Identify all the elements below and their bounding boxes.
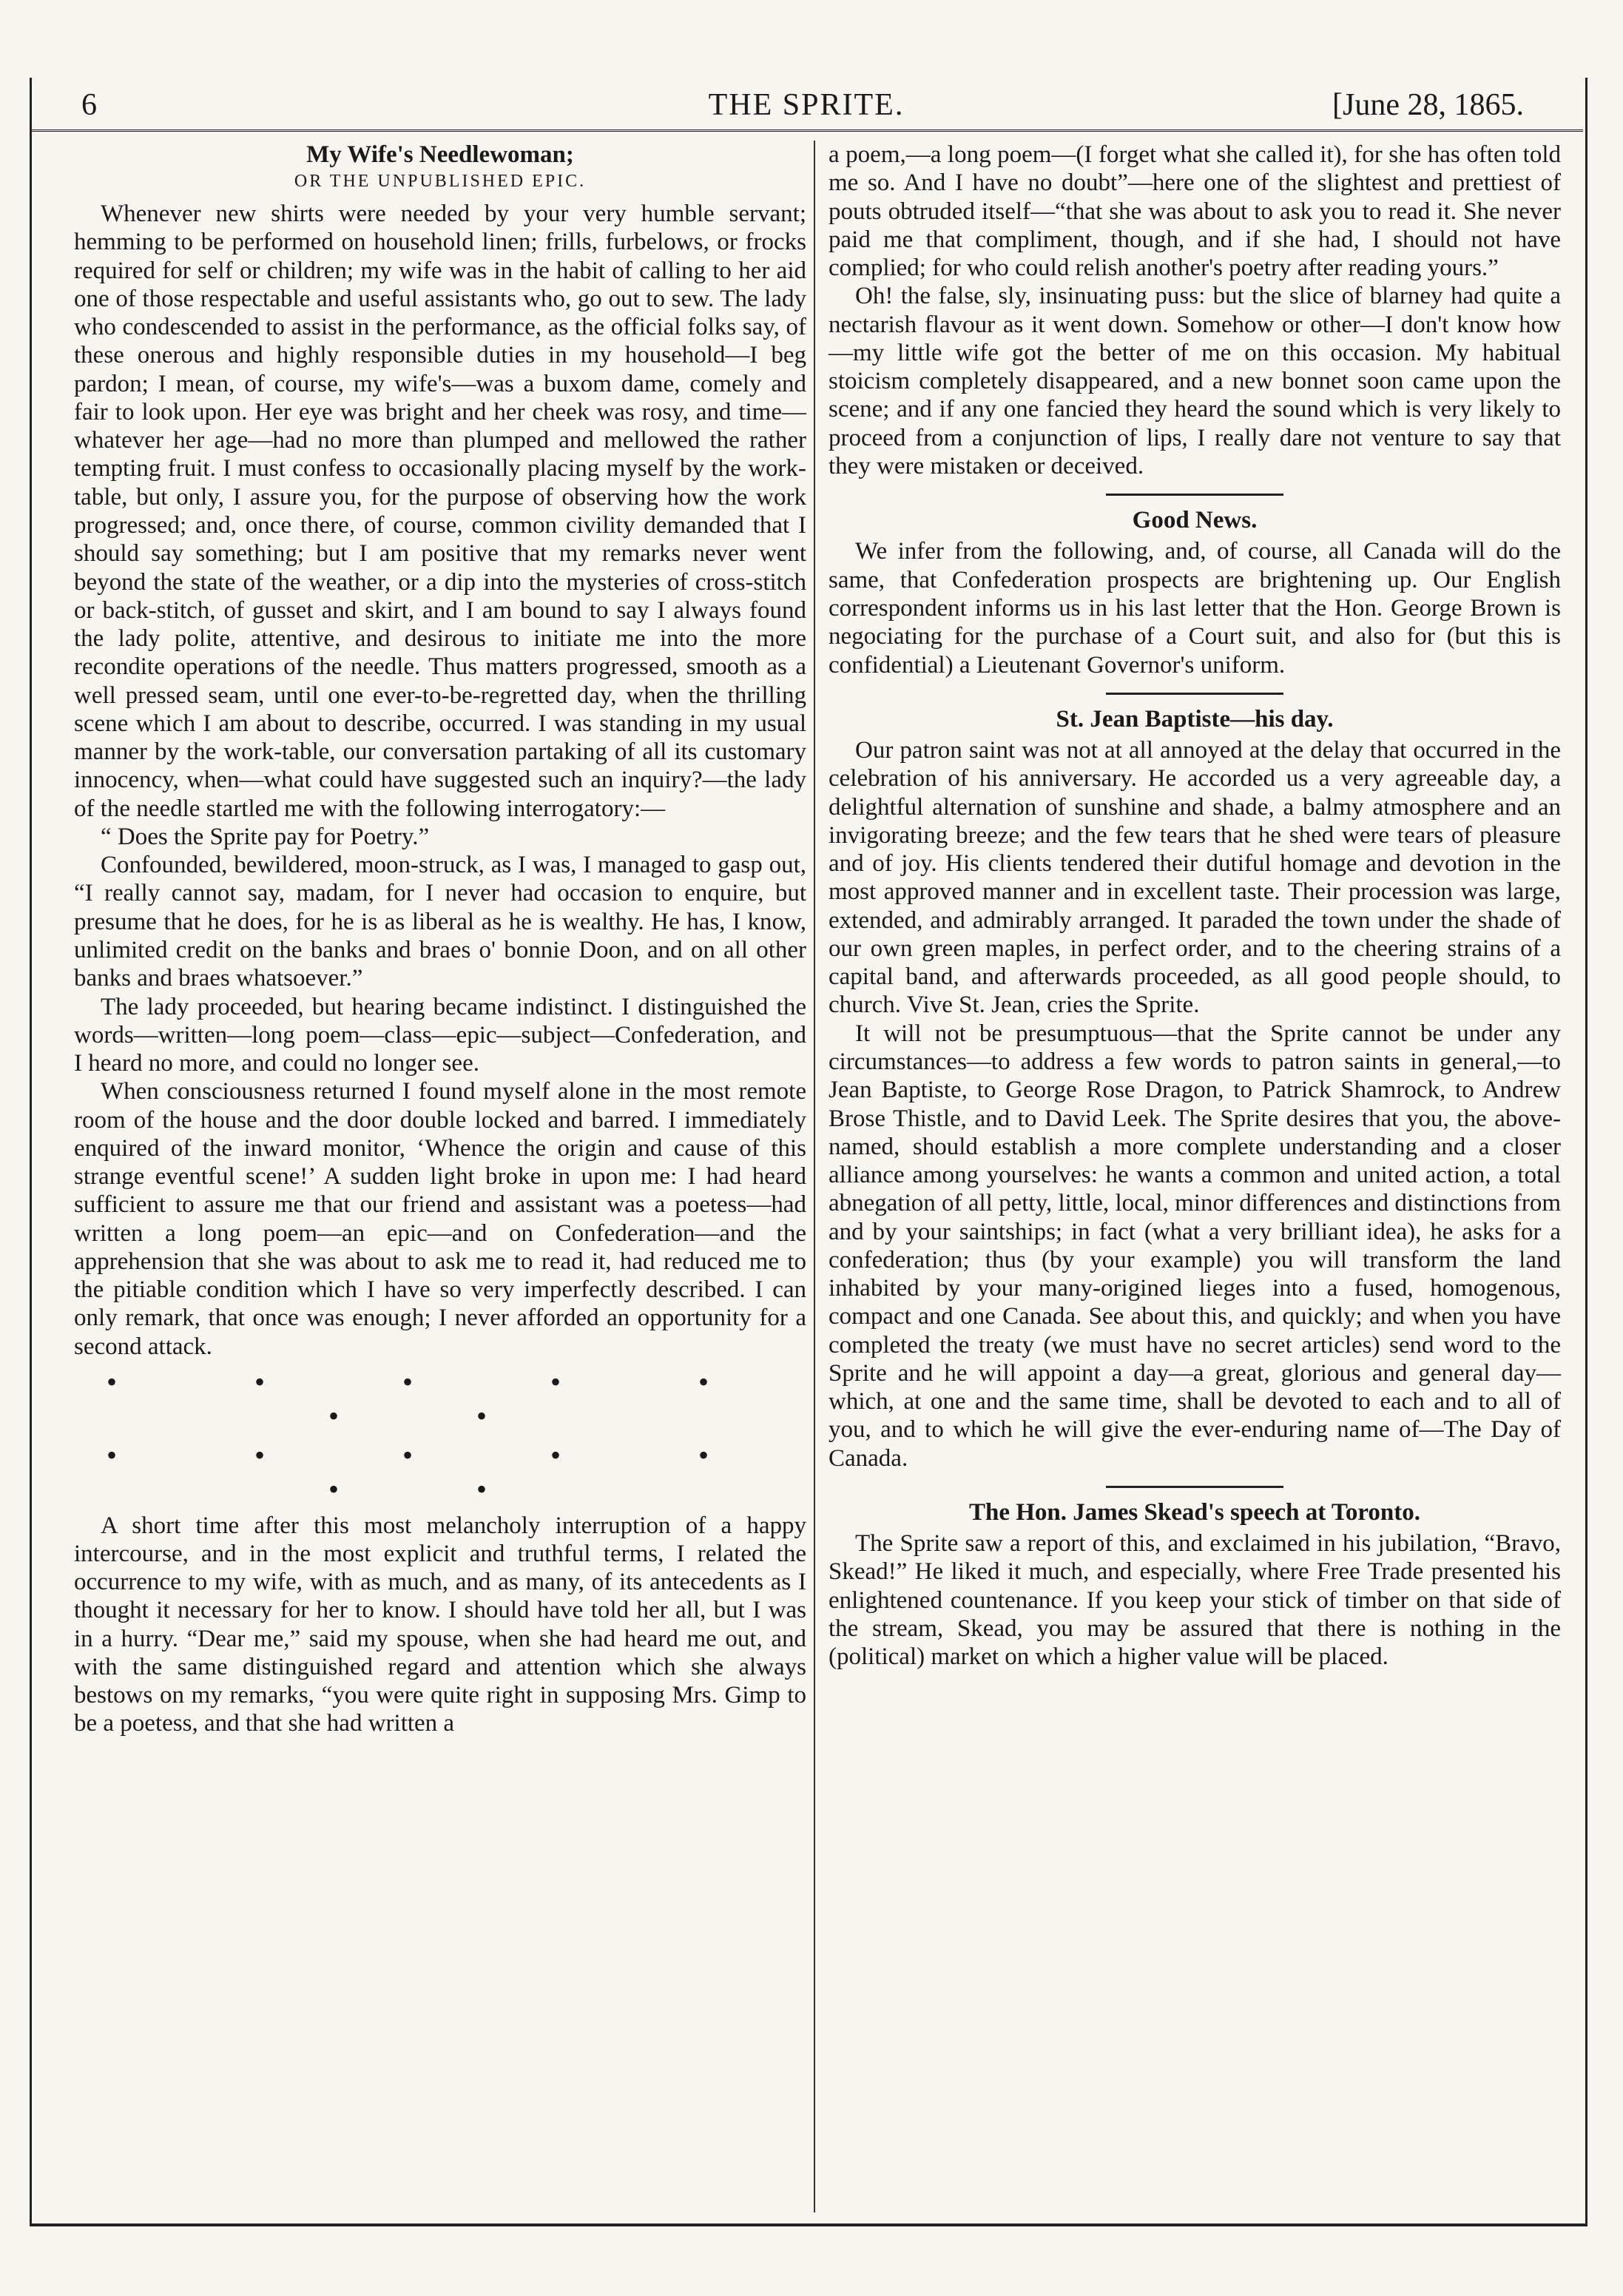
paragraph: It will not be presumptuous—that the Sprite cannot be under any circumstances—to address a few words to patron saints in general,—to Jean Baptiste, to George Rose Dragon, to Patrick Shamrock, to Andrew Brose Thistle, and to David Leek. The Sprite desires that you, the above-named, should establish a more complete understanding and a closer alliance among yourselves: he wants a common and united action, a total abnegation of all petty, little, local, minor differences and distinctions from and by your saintships; in fact (what a very brilliant idea), he asks for a confederation; thus (by your example) you will transform the land inhabited by your many-origined lieges into a fused, homogenous, compact and one Canada. See about this, and quickly; and when you have completed the treaty (we must have no secret articles) send word to the Sprite and he will appoint a day—a great, glorious and general day—which, at one and the same time, shall be devoted to each and to all of you, and to which he will give the ever-enduring name of—The Day of Canada. xyxy=(829,1020,1561,1472)
paragraph: a poem,—a long poem—(I forget what she called it), for she has often told me so. And I have no doubt”—here one of the slightest and prettiest of pouts obtruded itself—“that she was about to ask you to read it. She never paid me that compliment, though, and if she had, I should not have complied; for who could relish another's poetry after reading yours.” xyxy=(829,141,1561,282)
article-title-needlewoman: My Wife's Needlewoman; xyxy=(306,141,574,168)
paragraph: Oh! the false, sly, insinuating puss: but the slice of blarney had quite a nectarish flavour as it went down. Somehow or other—I don't know how—my little wife got the better of me on this occasion. My habitual stoicism completely disappeared, and a new bonnet soon came upon the scene; and if any one fancied they heard the sound which is very likely to proceed from a conjunction of lips, I really dare not venture to say that they were mistaken or deceived. xyxy=(829,283,1561,479)
issue-date: [June 28, 1865. xyxy=(1332,88,1524,122)
paragraph: Whenever new shirts were needed by your very humble servant; hemming to be performed on household linen; frills, furbelows, or frocks required for self or children; my wife was in the habit of calling to her aid one of those respectable and useful assistants who, go out to sew. The lady who condescended to assist in the performance, as the official folks say, of these onerous and highly responsible duties in my household—I beg pardon; I mean, of course, my wife's—was a buxom dame, comely and fair to look upon. Her eye was bright and her cheek was rosy, and time—whatever her age—had no more than plumped and mellowed the rather tempting fruit. I must confess to occasionally placing myself by the work-table, but only, I assure you, for the purpose of observing how the work progressed; and, once there, of course, common civility demanded that I should say something; but I am positive that my remarks never went beyond the state of the weather, or a dip into the mysteries of cross-stitch or back-stitch, of gusset and skirt, and I am bound to say I always found the lady polite, attentive, and desirous to initiate me into the more recondite operations of the needle. Thus matters progressed, smooth as a well pressed seam, until one ever-to-be-regretted day, when the thrilling scene which I am about to describe, occurred. I was standing in my usual manner by the work-table, our conversation partaking of all its customary innocency, when—what could have suggested such an inquiry?—the lady of the needle startled me with the following interrogatory:— xyxy=(74,201,806,822)
asterism: • • • • • • • xyxy=(106,1438,775,1506)
page-number: 6 xyxy=(81,88,97,122)
paragraph: A short time after this most melancholy interruption of a happy intercourse, and in the most explicit and truthful terms, I related the occurrence to my wife, with as much, and as many, of its antecedents as I thought it necessary for her to know. I should have told her all, but I was in a hurry. “Dear me,” said my spouse, when she had heard me out, and with the same distinguished regard and attention which she always bestows on my remarks, “you were quite right in supposing Mrs. Gimp to be a poetess, and that she had written a xyxy=(74,1512,806,1737)
paragraph: We infer from the following, and, of course, all Canada will do the same, that Confederation prospects are brightening up. Our English correspondent informs us in his last letter that the Hon. George Brown is negociating for the purchase of a Court suit, and also for (but this is confidential) a Lieutenant Governor's uniform. xyxy=(829,538,1561,679)
paragraph: “ Does the Sprite pay for Poetry.” xyxy=(101,823,430,850)
publication-title: THE SPRITE. xyxy=(708,88,905,122)
article-title-st-jean: St. Jean Baptiste—his day. xyxy=(1056,705,1334,733)
right-column xyxy=(829,141,1561,1671)
article-title-good-news: Good News. xyxy=(1132,507,1258,534)
paragraph: The Sprite saw a report of this, and exclaimed in his jubilation, “Bravo, Skead!” He liked it much, and especially, where Free Trade presented his enlightened countenance. If you keep your stick of timber on that side of the stream, Skead, you may be assured that there is nothing in the (political) market on which a higher value will be placed. xyxy=(829,1530,1561,1671)
paragraph: The lady proceeded, but hearing became indistinct. I distinguished the words—written—long poem—class—epic—subject—Confederation, and I heard no more, and could no longer see. xyxy=(74,993,806,1077)
article-subtitle: OR THE UNPUBLISHED EPIC. xyxy=(294,172,587,192)
paragraph: Confounded, bewildered, moon-struck, as I was, I managed to gasp out, “I really cannot say, madam, for I never had occasion to enquire, but presume that he does, for he is as liberal as he is wealthy. He has, I know, unlimited credit on the banks and braes o' bonnie Doon, and on all other banks and braes whatsoever.” xyxy=(74,852,806,992)
section-divider xyxy=(1106,494,1283,496)
paragraph: Our patron saint was not at all annoyed at the delay that occurred in the celebration of his anniversary. He accorded us a very agreeable day, a delightful alternation of sunshine and shade, a balmy atmosphere and an invigorating breeze; and the few tears that he shed were tears of pleasure and of joy. His clients tendered their dutiful homage and devotion in the most approved manner and in excellent taste. Their procession was large, extended, and admirably arranged. It paraded the town under the shade of our own green maples, in perfect order, and to the cheering strains of a capital band, and afterwards proceeded, as all good people should, to church. Vive St. Jean, cries the Sprite. xyxy=(829,737,1561,1019)
paragraph: When consciousness returned I found myself alone in the most remote room of the house and the door double locked and barred. I immediately enquired of the inward monitor, ‘Whence the origin and cause of this strange eventful scene!’ A sudden light broke in upon me: I had heard sufficient to assure me that our friend and assistant was a poetess—had written a long poem—an epic—and on Confederation—and the apprehension that she was about to ask me to read it, had reduced me to the pitiable condition which I have so very imperfectly described. I can only remark, that once was enough; I never afforded an opportunity for a second attack. xyxy=(74,1078,806,1360)
section-divider xyxy=(1106,1486,1283,1488)
column-rule xyxy=(814,141,815,2212)
masthead xyxy=(30,81,1583,126)
article-title-skead: The Hon. James Skead's speech at Toronto. xyxy=(969,1498,1420,1526)
header-rule xyxy=(30,129,1583,132)
section-divider xyxy=(1106,693,1283,695)
asterism: • • • • • • • xyxy=(106,1364,775,1433)
left-column xyxy=(74,141,806,1738)
